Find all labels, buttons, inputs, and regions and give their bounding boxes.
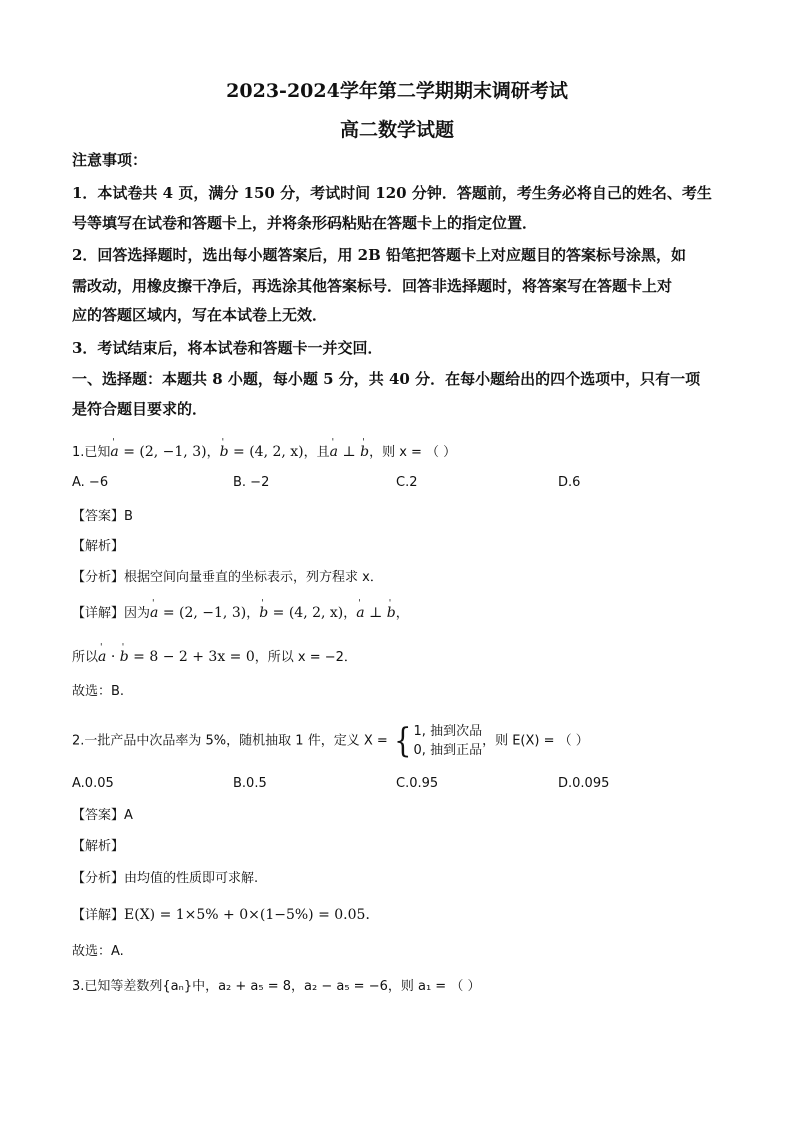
q1-solution: 所以' a · ' b = 8 − 2 + 3x = 0，所以 x = −2． xyxy=(72,647,357,668)
q2-analysis-label: 【解析】 xyxy=(72,839,125,854)
notice-item-3: 3．考试结束后，将本试卷和答题卡一并交回． xyxy=(72,339,383,357)
notice-item-2-line-1: 2．回答选择题时，选出每小题答案后，用 2B 铅笔把答题卡上对应题目的答案标号涂黑，如 xyxy=(72,246,687,264)
notice-item-2-line-3: 应的答题区域内，写在本试卷上无效． xyxy=(72,306,328,324)
q1-fenxi: 【分析】根据空间向量垂直的坐标表示，列方程求 x． xyxy=(72,570,383,585)
q1-analysis-label: 【解析】 xyxy=(72,539,125,554)
q2-option-a: A.0.05 xyxy=(72,776,114,791)
piecewise-brace: { 1, 抽到次品 0, 抽到正品 xyxy=(394,721,483,761)
question-3: 3.已知等差数列{aₙ}中，a₂ + a₅ = 8，a₂ − a₅ = −6，则 a₁ = （ ） xyxy=(72,979,481,994)
q2-option-b: B.0.5 xyxy=(233,776,267,791)
section-1-line-2: 是符合题目要求的． xyxy=(72,400,208,418)
q1-option-b: B. −2 xyxy=(233,475,270,490)
section-1-line-1: 一、选择题：本题共 8 小题，每小题 5 分，共 40 分．在每小题给出的四个选项中，只有一项 xyxy=(72,370,701,388)
q2-detail: 【详解】E(X) = 1×5% + 0×(1−5%) = 0.05． xyxy=(72,907,380,923)
q1-choose: 故选：B. xyxy=(72,684,125,699)
q1-option-d: D.6 xyxy=(558,475,581,490)
q2-choose: 故选：A. xyxy=(72,944,124,959)
notice-item-2-line-2: 需改动，用橡皮擦干净后，再选涂其他答案标号．回答非选择题时，将答案写在答题卡上对 xyxy=(72,277,673,295)
q1-option-a: A. −6 xyxy=(72,475,109,490)
q2-answer: 【答案】A xyxy=(72,808,133,823)
q2-fenxi: 【分析】由均值的性质即可求解. xyxy=(72,871,259,886)
q1-detail: 【详解】因为' a = (2, −1, 3)，' b = (4, 2, x)，' a ⊥ ' b， xyxy=(72,603,409,624)
exam-subtitle: 高二数学试题 xyxy=(339,119,454,141)
vector-b: ' b xyxy=(220,442,229,462)
question-1: 1.已知' a = (2, −1, 3)，' b = (4, 2, x)，且' a ⊥ ' b，则 x = （ ） xyxy=(72,442,456,463)
exam-title: 2023-2024学年第二学期期末调研考试 xyxy=(226,80,568,102)
q1-option-c: C.2 xyxy=(396,475,418,490)
question-2: 2.一批产品中次品率为 5%，随机抽取 1 件，定义 X = { 1, 抽到次品 0, 抽到正品，则 E(X) = （ ） xyxy=(72,721,589,761)
q1-answer: 【答案】B xyxy=(72,509,133,524)
notice-heading: 注意事项： xyxy=(72,151,148,169)
q2-option-d: D.0.095 xyxy=(558,776,610,791)
q2-option-c: C.0.95 xyxy=(396,776,439,791)
notice-item-1-line-2: 号等填写在试卷和答题卡上，并将条形码粘贴在答题卡上的指定位置． xyxy=(72,214,538,232)
notice-item-1-line-1: 1．本试卷共 4 页，满分 150 分，考试时间 120 分钟．答题前，考生务必将自己的姓名、考生 xyxy=(72,184,712,202)
vector-a: ' a xyxy=(110,442,118,462)
